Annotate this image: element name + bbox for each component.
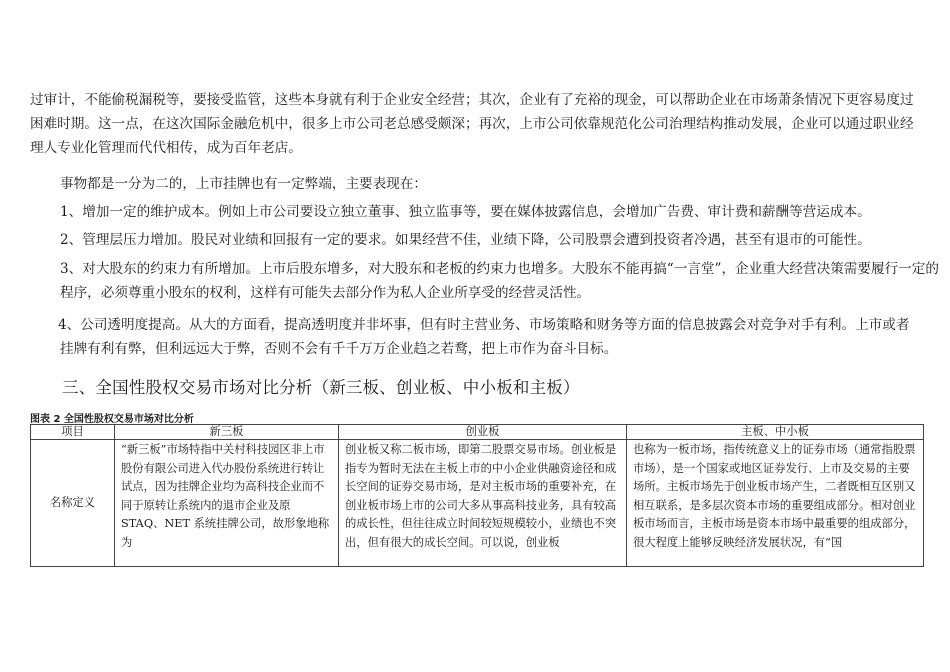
table-header-row xyxy=(31,425,924,440)
table-cell-new-third-board xyxy=(115,440,339,567)
paragraph-drawbacks-intro: 事物都是一分为二的，上市挂牌也有一定弊端，主要表现在： xyxy=(60,176,428,192)
market-comparison-table xyxy=(30,424,924,567)
cell-text-new-third-board: “新三板”市场特指中关村科技园区非上市股份有限公司进入代办股份系统进行转让试点，因为挂牌企业均为高科技企业而不同于原转让系统内的退市企业及原 STAQ、NET 系统挂牌公司，故形象地称为 xyxy=(121,443,330,549)
list-item-management-pressure: 2、管理层压力增加。股民对业绩和回报有一定的要求。如果经营不佳，业绩下降，公司股票会遭到投资者冷遇，甚至有退市的可能性。 xyxy=(60,232,871,248)
column-header-new-third-board: 新三板 xyxy=(115,425,339,440)
table-row xyxy=(31,440,924,567)
table-caption: 图表 2 全国性股权交易市场对比分析 xyxy=(30,414,194,425)
column-header-item: 项目 xyxy=(31,425,115,440)
cell-text-main-board: 也称为一板市场，指传统意义上的证券市场（通常指股票市场），是一个国家或地区证券发行、上市及交易的主要场所。主板市场先于创业板市场产生，二者既相互区别又相互联系，是多层次资本市场的重要组成部分。相对创业板市场而言，主板市场是资本市场中最重要的组成部分，很大程度上能够反映经济发展状况，有“国 xyxy=(633,443,916,549)
row-header-definition: 名称定义 xyxy=(31,440,115,567)
table-cell-gem xyxy=(339,440,627,567)
section-heading: 三、全国性股权交易市场对比分析（新三板、创业板、中小板和主板） xyxy=(62,378,580,397)
table-cell-main-board xyxy=(627,440,924,567)
cell-text-gem: 创业板又称二板市场，即第二股票交易市场。创业板是指专为暂时无法在主板上市的中小企业供融资途径和成长空间的证券交易市场，是对主板市场的重要补充，在创业板市场上市的公司大多从事高科技业务，具有较高的成长性，但往往成立时间较短规模较小，业绩也不突出，但有很大的成长空间。可以说，创业板 xyxy=(345,443,617,549)
paragraph-intro-continued: 过审计，不能偷税漏税等，要接受监管，这些本身就有利于企业安全经营；其次，企业有了充裕的现金，可以帮助企业在市场萧条情况下更容易度过困难时期。这一点，在这次国际金融危机中，很多上市公司老总感受颇深；再次，上市公司依靠规范化公司治理结构推动发展，企业可以通过职业经理人专业化管理而代代相传，成为百年老店。 xyxy=(30,92,914,156)
list-item-transparency: 4、公司透明度提高。从大的方面看，提高透明度并非坏事，但有时主营业务、市场策略和财务等方面的信息披露会对竞争对手有利。上市或者挂牌有利有弊，但利远远大于弊，否则不会有千千万万企业趋之若鹜，把上市作为奋斗目标。 xyxy=(58,317,910,357)
list-item-maintenance-cost: 1、增加一定的维护成本。例如上市公司要设立独立董事、独立监事等，要在媒体披露信息，会增加广告费、审计费和薪酬等营运成本。 xyxy=(60,204,871,220)
list-item-shareholder-constraint: 3、对大股东的约束力有所增加。上市后股东增多，对大股东和老板的约束力也增多。大股东不能再搞“一言堂”，企业重大经营决策需要履行一定的程序，必须尊重小股东的权利，这样有可能失去部分作为私人企业所享受的经营灵活性。 xyxy=(60,261,939,301)
column-header-gem: 创业板 xyxy=(339,425,627,440)
column-header-main-board: 主板、中小板 xyxy=(627,425,924,440)
